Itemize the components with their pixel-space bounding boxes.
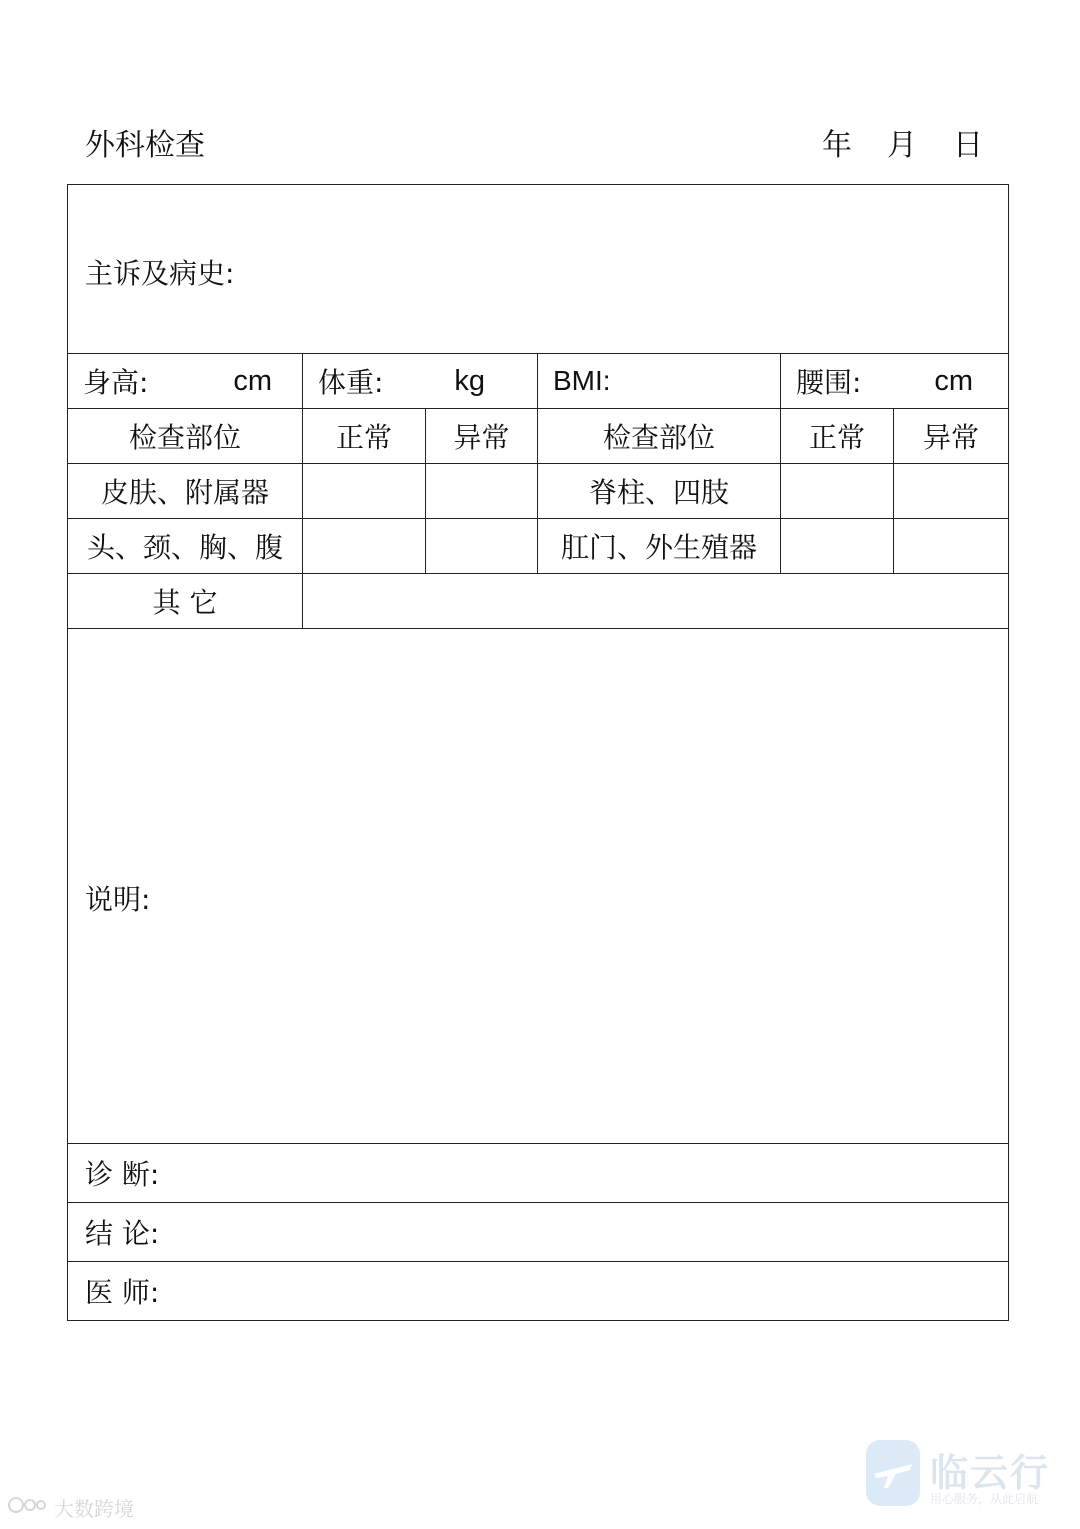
normal-checkbox-cell[interactable]	[781, 464, 894, 519]
surgical-exam-form	[67, 184, 1009, 1321]
watermark-left-text: 大数跨境	[54, 1497, 134, 1521]
bmi-field[interactable]	[538, 354, 781, 409]
normal-checkbox-cell[interactable]	[781, 519, 894, 574]
diagnosis-row	[68, 1144, 1009, 1203]
header-cell: 正常	[303, 409, 426, 464]
exam-site-label: 脊柱、四肢	[538, 464, 781, 519]
history-row	[68, 185, 1009, 354]
bmi-label: BMI:	[553, 365, 611, 396]
notes-field[interactable]	[68, 629, 1009, 1144]
abnormal-checkbox-cell[interactable]	[426, 519, 538, 574]
history-field[interactable]	[68, 185, 1009, 354]
normal-checkbox-cell[interactable]	[303, 464, 426, 519]
watermark-right	[866, 1440, 1056, 1514]
waist-field[interactable]	[781, 354, 1009, 409]
weight-label: 体重:	[318, 366, 384, 399]
date-month-label: 月	[887, 128, 917, 163]
header-cell: 检查部位	[68, 409, 303, 464]
doctor-field[interactable]	[68, 1262, 1009, 1321]
exam-site-label: 肛门、外生殖器	[538, 519, 781, 574]
other-field[interactable]	[303, 574, 1009, 629]
doctor-row	[68, 1262, 1009, 1321]
abnormal-checkbox-cell[interactable]	[426, 464, 538, 519]
other-row	[68, 574, 1009, 629]
header-cell: 异常	[894, 409, 1009, 464]
weight-unit: kg	[454, 364, 485, 397]
header-cell: 检查部位	[538, 409, 781, 464]
airplane-icon	[866, 1440, 920, 1506]
diagnosis-label: 诊 断:	[85, 1158, 160, 1191]
watermark-slogan: 用心服务，从此启航	[930, 1492, 1039, 1506]
notes-label: 说明:	[85, 883, 151, 916]
height-unit: cm	[233, 364, 272, 397]
weight-field[interactable]	[303, 354, 538, 409]
abnormal-checkbox-cell[interactable]	[894, 519, 1009, 574]
date-year-label: 年	[822, 128, 852, 163]
table-row	[68, 519, 1009, 574]
watermark-brand: 临云行	[930, 1451, 1051, 1495]
height-field[interactable]	[68, 354, 303, 409]
measurements-row	[68, 354, 1009, 409]
doctor-label: 医 师:	[85, 1276, 160, 1309]
exam-site-label: 皮肤、附属器	[68, 464, 303, 519]
form-title: 外科检查	[85, 128, 205, 163]
exam-header-row	[68, 409, 1009, 464]
header-cell: 异常	[426, 409, 538, 464]
normal-checkbox-cell[interactable]	[303, 519, 426, 574]
other-label: 其 它	[68, 574, 303, 629]
waist-label: 腰围:	[796, 366, 862, 399]
waist-unit: cm	[934, 364, 973, 397]
abnormal-checkbox-cell[interactable]	[894, 464, 1009, 519]
date-day-label: 日	[953, 128, 983, 163]
header-cell: 正常	[781, 409, 894, 464]
watermark-logo-icon	[8, 1494, 48, 1521]
conclusion-label: 结 论:	[85, 1217, 160, 1250]
history-label: 主诉及病史:	[85, 257, 235, 290]
watermark-left	[8, 1493, 134, 1522]
exam-site-label: 头、颈、胸、腹	[68, 519, 303, 574]
height-label: 身高:	[83, 366, 149, 399]
conclusion-row	[68, 1203, 1009, 1262]
diagnosis-field[interactable]	[68, 1144, 1009, 1203]
table-row	[68, 464, 1009, 519]
notes-row	[68, 629, 1009, 1144]
conclusion-field[interactable]	[68, 1203, 1009, 1262]
